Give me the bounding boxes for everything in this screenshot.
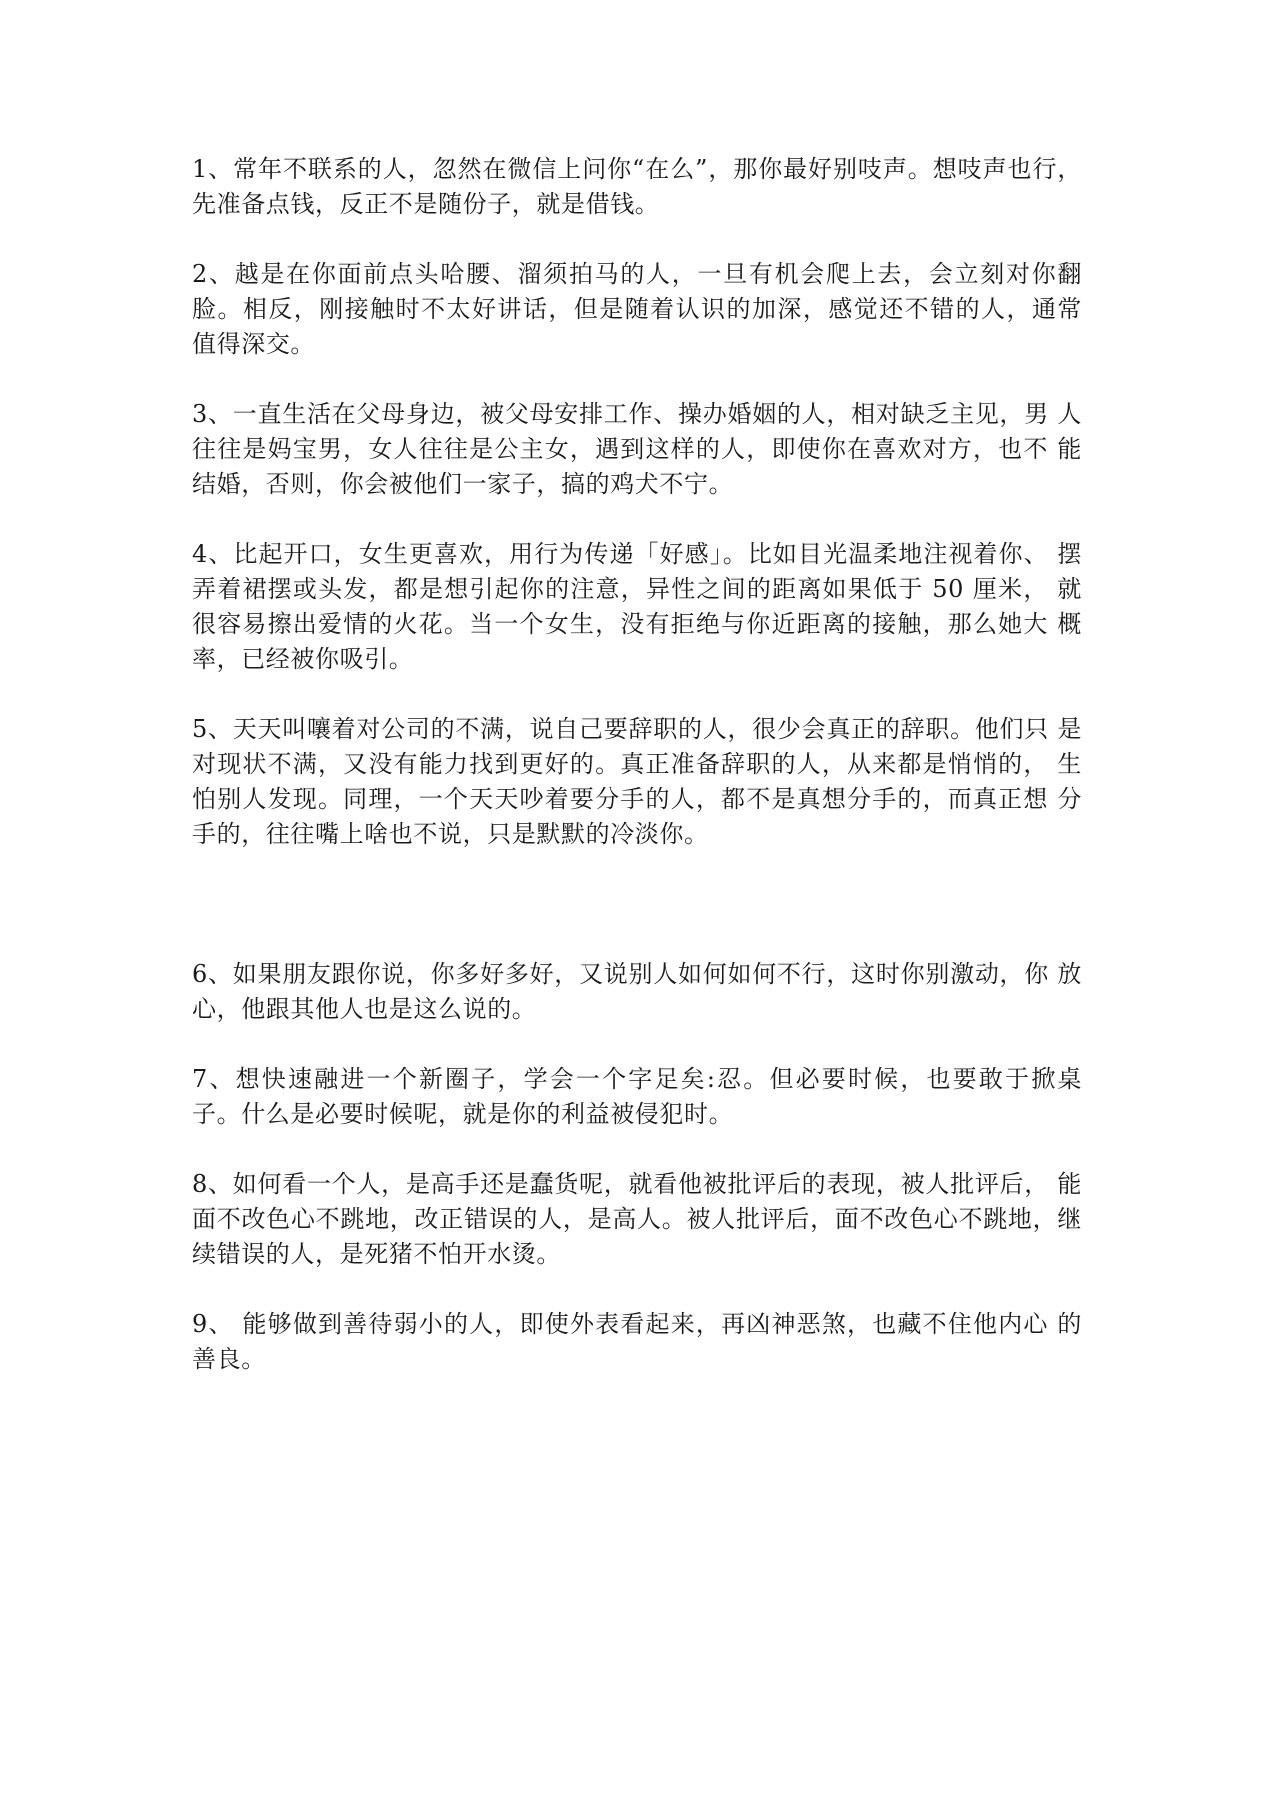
- paragraph-6: 6、如果朋友跟你说，你多好多好，又说别人如何如何不行，这时你别激动，你 放心，他跟其他人也是这么说的。: [192, 960, 1082, 1023]
- paragraph-9: 9、 能够做到善待弱小的人，即使外表看起来，再凶神恶煞，也藏不住他内心 的善良。: [192, 1310, 1082, 1373]
- paragraph-2: 2、越是在你面前点头哈腰、溜须拍马的人，一旦有机会爬上去，会立刻对你翻 脸。相反，刚接触时不太好讲话，但是随着认识的加深，感觉还不错的人，通常 值得深交。: [192, 260, 1082, 358]
- paragraph-4: 4、比起开口，女生更喜欢，用行为传递「好感」。比如目光温柔地注视着你、 摆弄着裙摆或头发，都是想引起你的注意，异性之间的距离如果低于 50 厘米， 就很容易擦出爱情的火花。当一个女生，没有拒绝与你近距离的接触，那么她大 概率，已经被你吸引。: [192, 540, 1082, 673]
- paragraph-5: 5、天天叫嚷着对公司的不满，说自己要辞职的人，很少会真正的辞职。他们只 是对现状不满，又没有能力找到更好的。真正准备辞职的人，从来都是悄悄的， 生怕别人发现。同理，一个天天吵着要分手的人，都不是真想分手的，而真正想 分手的，往往嘴上啥也不说，只是默默的冷淡你。: [192, 715, 1082, 848]
- paragraph-1: 1、常年不联系的人，忽然在微信上问你“在么”，那你最好别吱声。想吱声也行，先准备点钱，反正不是随份子，就是借钱。: [192, 155, 1082, 218]
- paragraph-7: 7、想快速融进一个新圈子，学会一个字足矣:忍。但必要时候，也要敢于掀桌 子。什么是必要时候呢，就是你的利益被侵犯时。: [192, 1065, 1082, 1128]
- paragraph-3: 3、一直生活在父母身边，被父母安排工作、操办婚姻的人，相对缺乏主见，男 人往往是妈宝男，女人往往是公主女，遇到这样的人，即使你在喜欢对方，也不 能结婚，否则，你会被他们一家子，搞的鸡犬不宁。: [192, 400, 1082, 498]
- paragraph-8: 8、如何看一个人，是高手还是蠢货呢，就看他被批评后的表现，被人批评后， 能面不改色心不跳地，改正错误的人，是高人。被人批评后，面不改色心不跳地，继续错误的人，是死猪不怕开水烫。: [192, 1170, 1082, 1268]
- section-spacer: [192, 887, 1082, 957]
- document-body: [192, 152, 1082, 1412]
